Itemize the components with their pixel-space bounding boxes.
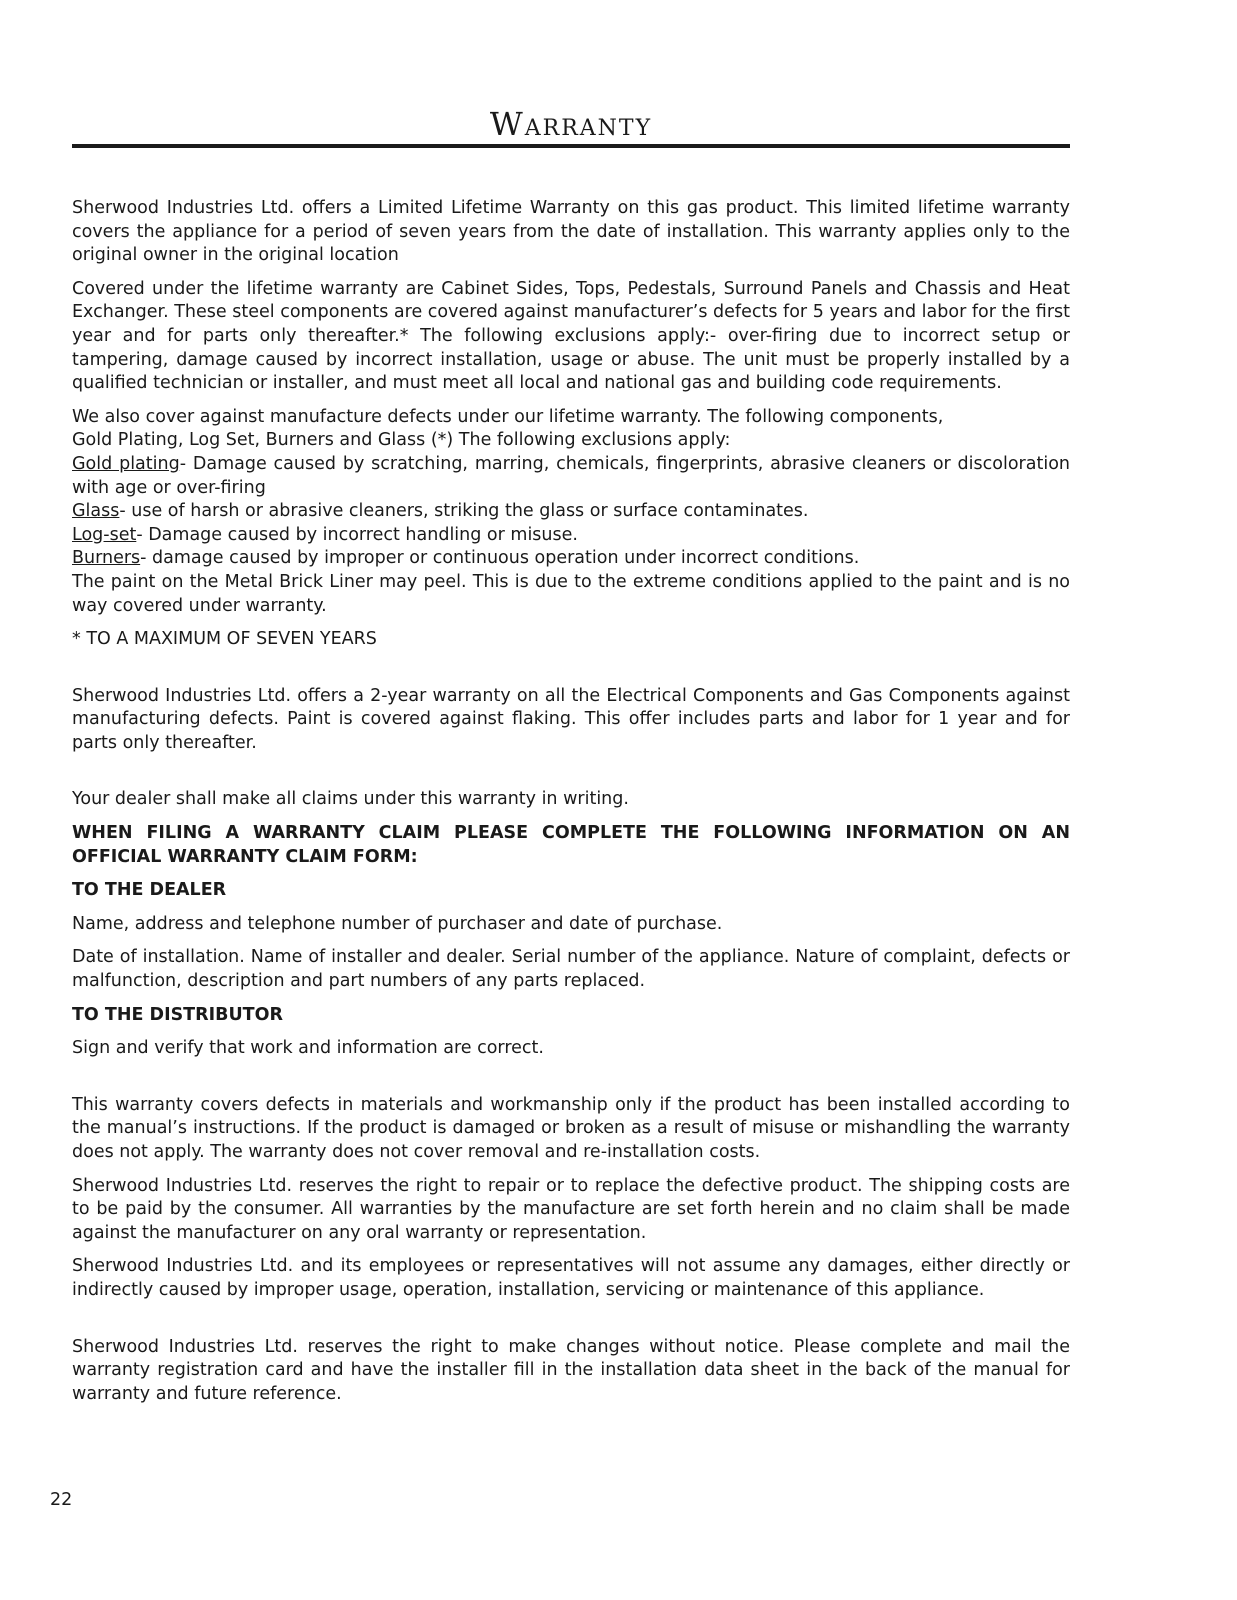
seven-years-note: * TO A MAXIMUM OF SEVEN YEARS <box>72 629 377 650</box>
exclusion-term: Log-set <box>72 524 137 545</box>
dealer-claims-paragraph: Your dealer shall make all claims under this warranty in writing. <box>72 789 629 810</box>
exclusion-text: - Damage caused by incorrect handling or misuse. <box>136 524 578 545</box>
exclusion-gold-plating <box>72 453 1070 500</box>
exclusion-text: - use of harsh or abrasive cleaners, striking the glass or surface contaminates. <box>119 501 809 522</box>
exclusion-term: Gold plating <box>72 453 180 474</box>
dealer-info-2: Date of installation. Name of installer and dealer. Serial number of the appliance. Nature of complaint, defects or malfunction, description and part numbers of any parts replaced. <box>72 947 1070 992</box>
exclusion-term: Glass <box>72 501 120 522</box>
lifetime-warranty-paragraph: Sherwood Industries Ltd. offers a Limited Lifetime Warranty on this gas product. This limited lifetime warranty covers the appliance for a period of seven years from the date of installation. This warranty applies only to the original owner in the original location <box>72 198 1070 266</box>
distributor-info: Sign and verify that work and information are correct. <box>72 1038 544 1059</box>
exclusion-text: - damage caused by improper or continuous operation under incorrect conditions. <box>140 548 860 569</box>
exclusion-text: - Damage caused by scratching, marring, chemicals, fingerprints, abrasive cleaners or discoloration with age or over-firing <box>72 453 1070 498</box>
dealer-info-1: Name, address and telephone number of purchaser and date of purchase. <box>72 913 723 934</box>
exclusion-glass <box>72 500 1070 524</box>
page-title: Warranty <box>489 105 653 143</box>
liability-paragraph: Sherwood Industries Ltd. and its employees or representatives will not assume any damages, either directly or indirectly caused by improper usage, operation, installation, servicing or maintenance of this appliance. <box>72 1256 1070 1300</box>
repair-replace-paragraph: Sherwood Industries Ltd. reserves the right to repair or to replace the defective product. The shipping costs are to be paid by the consumer. All warranties by the manufacture are set forth herein and no claim shall be made against the manufacturer on any oral warranty or representation. <box>72 1175 1070 1243</box>
components-list-line: Gold Plating, Log Set, Burners and Glass (*) The following exclusions apply: <box>72 430 731 451</box>
title-rule <box>72 144 1070 148</box>
brick-liner-paragraph: The paint on the Metal Brick Liner may peel. This is due to the extreme conditions applied to the paint and is no way covered under warranty. <box>72 571 1070 616</box>
dealer-heading: TO THE DEALER <box>72 880 227 901</box>
exclusion-log-set <box>72 524 1070 548</box>
page-number: 22 <box>50 1490 73 1510</box>
exclusion-burners <box>72 547 1070 571</box>
two-year-warranty-paragraph: Sherwood Industries Ltd. offers a 2-year warranty on all the Electrical Components and Gas Components against manufacturing defects. Paint is covered against flaking. This offer includes parts and labor for 1 year and for parts only thereafter. <box>72 685 1070 753</box>
coverage-conditions-paragraph: This warranty covers defects in materials and workmanship only if the product has been installed according to the manual’s instructions. If the product is damaged or broken as a result of misuse or mishandling the warranty does not apply. The warranty does not cover removal and re-installation costs. <box>72 1094 1070 1162</box>
covered-components-paragraph: Covered under the lifetime warranty are Cabinet Sides, Tops, Pedestals, Surround Panels and Chassis and Heat Exchanger. These steel components are covered against manufacturer’s defects for 5 years and labor for the first year and for parts only thereafter.* The following exclusions apply:- over-firing due to incorrect setup or tampering, damage caused by incorrect installation, usage or abuse. The unit must be properly installed by a qualified technician or installer, and must meet all local and national gas and building code requirements. <box>72 278 1070 394</box>
exclusion-term: Burners <box>72 548 141 569</box>
distributor-heading: TO THE DISTRIBUTOR <box>72 1004 283 1025</box>
warranty-body <box>72 197 1070 1416</box>
claim-form-heading: WHEN FILING A WARRANTY CLAIM PLEASE COMPLETE THE FOLLOWING INFORMATION ON AN OFFICIAL WARRANTY CLAIM FORM: <box>72 823 1070 867</box>
manufacture-defects-line: We also cover against manufacture defects under our lifetime warranty. The following components, <box>72 406 944 427</box>
changes-notice-paragraph: Sherwood Industries Ltd. reserves the right to make changes without notice. Please complete and mail the warranty registration card and have the installer fill in the installation data sheet in the back of the manual for warranty and future reference. <box>72 1336 1070 1404</box>
